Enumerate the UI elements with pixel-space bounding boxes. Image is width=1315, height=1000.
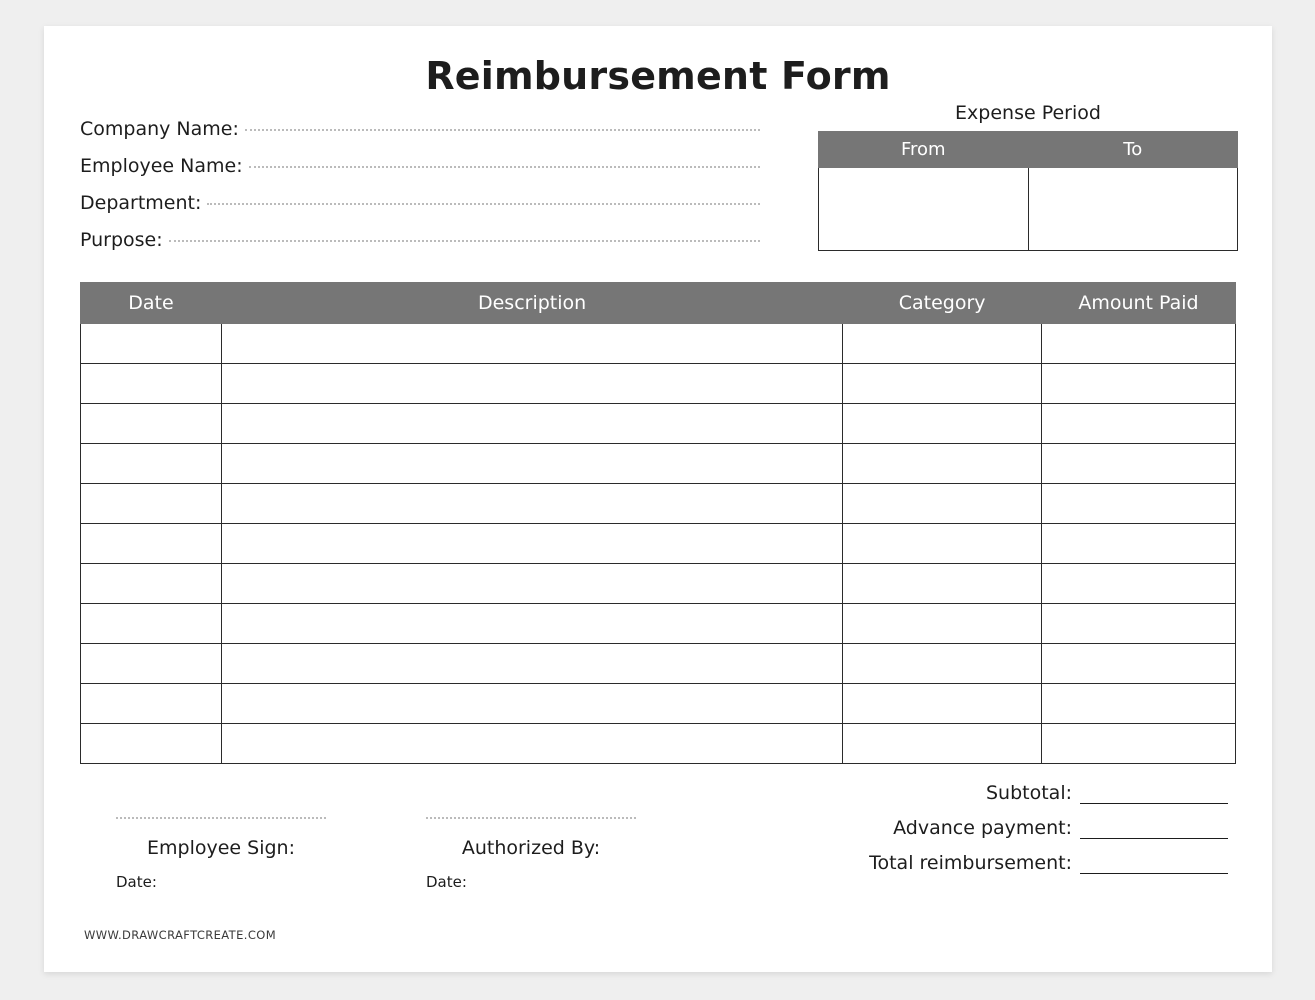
cell-category[interactable] xyxy=(843,564,1042,604)
form-page xyxy=(44,26,1272,972)
field-department[interactable] xyxy=(80,192,760,229)
page-title: Reimbursement Form xyxy=(425,54,891,98)
signature-date-authorized[interactable] xyxy=(426,873,636,891)
total-label-subtotal: Subtotal: xyxy=(985,782,1072,804)
cell-category[interactable] xyxy=(843,324,1042,364)
total-input-total-reimbursement[interactable] xyxy=(1080,855,1228,874)
expense-table-body xyxy=(81,324,1236,764)
cell-date[interactable] xyxy=(81,644,222,684)
total-label-advance-payment: Advance payment: xyxy=(893,817,1072,839)
cell-description[interactable] xyxy=(221,444,842,484)
signature-line-employee[interactable] xyxy=(116,816,326,819)
cell-category[interactable] xyxy=(843,724,1042,764)
cell-amount-paid[interactable] xyxy=(1041,524,1235,564)
expense-period-cell-from[interactable] xyxy=(819,168,1029,251)
cell-amount-paid[interactable] xyxy=(1041,684,1235,724)
cell-amount-paid[interactable] xyxy=(1041,404,1235,444)
total-subtotal[interactable] xyxy=(44,782,1228,804)
cell-amount-paid[interactable] xyxy=(1041,644,1235,684)
expense-period-value-row xyxy=(819,168,1238,251)
cell-description[interactable] xyxy=(221,604,842,644)
signature-authorized xyxy=(426,816,636,891)
expense-period-header-from: From xyxy=(819,132,1029,168)
signature-line-authorized[interactable] xyxy=(426,816,636,819)
field-company-name[interactable] xyxy=(80,118,760,155)
table-row[interactable] xyxy=(81,564,1236,604)
field-input-purpose[interactable] xyxy=(169,240,760,242)
cell-date[interactable] xyxy=(81,324,222,364)
signatures-group xyxy=(116,816,636,891)
signature-date-label-employee: Date: xyxy=(116,873,157,891)
cell-date[interactable] xyxy=(81,444,222,484)
signature-employee xyxy=(116,816,326,891)
total-input-subtotal[interactable] xyxy=(1080,785,1228,804)
expense-period-header-row xyxy=(819,132,1238,168)
cell-description[interactable] xyxy=(221,644,842,684)
expense-table-header-description: Description xyxy=(221,283,842,324)
cell-category[interactable] xyxy=(843,484,1042,524)
field-employee-name[interactable] xyxy=(80,155,760,192)
cell-description[interactable] xyxy=(221,484,842,524)
cell-date[interactable] xyxy=(81,604,222,644)
expense-table-header-category: Category xyxy=(843,283,1042,324)
expense-table-header-amount-paid: Amount Paid xyxy=(1041,283,1235,324)
cell-category[interactable] xyxy=(843,524,1042,564)
cell-description[interactable] xyxy=(221,404,842,444)
field-label-company-name: Company Name: xyxy=(80,118,239,140)
table-row[interactable] xyxy=(81,604,1236,644)
field-label-employee-name: Employee Name: xyxy=(80,155,243,177)
expense-period-table xyxy=(818,131,1238,251)
info-fields-group xyxy=(80,118,760,266)
cell-amount-paid[interactable] xyxy=(1041,324,1235,364)
table-row[interactable] xyxy=(81,724,1236,764)
field-label-department: Department: xyxy=(80,192,202,214)
cell-amount-paid[interactable] xyxy=(1041,604,1235,644)
cell-description[interactable] xyxy=(221,324,842,364)
cell-date[interactable] xyxy=(81,684,222,724)
cell-description[interactable] xyxy=(221,524,842,564)
expense-period-header-to: To xyxy=(1028,132,1238,168)
cell-description[interactable] xyxy=(221,364,842,404)
field-input-company-name[interactable] xyxy=(245,129,760,131)
cell-amount-paid[interactable] xyxy=(1041,364,1235,404)
table-row[interactable] xyxy=(81,404,1236,444)
expense-period-cell-to[interactable] xyxy=(1028,168,1238,251)
cell-description[interactable] xyxy=(221,564,842,604)
expense-table xyxy=(80,282,1236,764)
cell-date[interactable] xyxy=(81,484,222,524)
signature-label-employee: Employee Sign: xyxy=(147,837,295,859)
cell-description[interactable] xyxy=(221,724,842,764)
cell-amount-paid[interactable] xyxy=(1041,564,1235,604)
field-input-employee-name[interactable] xyxy=(249,166,760,168)
table-row[interactable] xyxy=(81,364,1236,404)
footer-url: WWW.DRAWCRAFTCREATE.COM xyxy=(84,928,277,942)
cell-date[interactable] xyxy=(81,404,222,444)
field-purpose[interactable] xyxy=(80,229,760,266)
cell-amount-paid[interactable] xyxy=(1041,444,1235,484)
cell-category[interactable] xyxy=(843,364,1042,404)
cell-category[interactable] xyxy=(843,404,1042,444)
top-info-area xyxy=(44,102,1272,268)
total-label-total-reimbursement: Total reimbursement: xyxy=(869,852,1072,874)
cell-date[interactable] xyxy=(81,564,222,604)
expense-table-header-row xyxy=(81,283,1236,324)
table-row[interactable] xyxy=(81,324,1236,364)
cell-category[interactable] xyxy=(843,604,1042,644)
signature-date-employee[interactable] xyxy=(116,873,326,891)
expense-period-block xyxy=(818,102,1238,251)
total-input-advance-payment[interactable] xyxy=(1080,820,1228,839)
cell-category[interactable] xyxy=(843,684,1042,724)
cell-amount-paid[interactable] xyxy=(1041,724,1235,764)
table-row[interactable] xyxy=(81,524,1236,564)
expense-period-title: Expense Period xyxy=(955,102,1101,124)
table-row[interactable] xyxy=(81,684,1236,724)
cell-category[interactable] xyxy=(843,444,1042,484)
cell-date[interactable] xyxy=(81,524,222,564)
table-row[interactable] xyxy=(81,644,1236,684)
field-input-department[interactable] xyxy=(207,203,760,205)
cell-amount-paid[interactable] xyxy=(1041,484,1235,524)
cell-category[interactable] xyxy=(843,644,1042,684)
expense-table-header-date: Date xyxy=(81,283,222,324)
cell-description[interactable] xyxy=(221,684,842,724)
table-row[interactable] xyxy=(81,484,1236,524)
field-label-purpose: Purpose: xyxy=(80,229,163,251)
table-row[interactable] xyxy=(81,444,1236,484)
signature-label-authorized: Authorized By: xyxy=(461,837,601,859)
cell-date[interactable] xyxy=(81,724,222,764)
signature-date-label-authorized: Date: xyxy=(426,873,467,891)
cell-date[interactable] xyxy=(81,364,222,404)
